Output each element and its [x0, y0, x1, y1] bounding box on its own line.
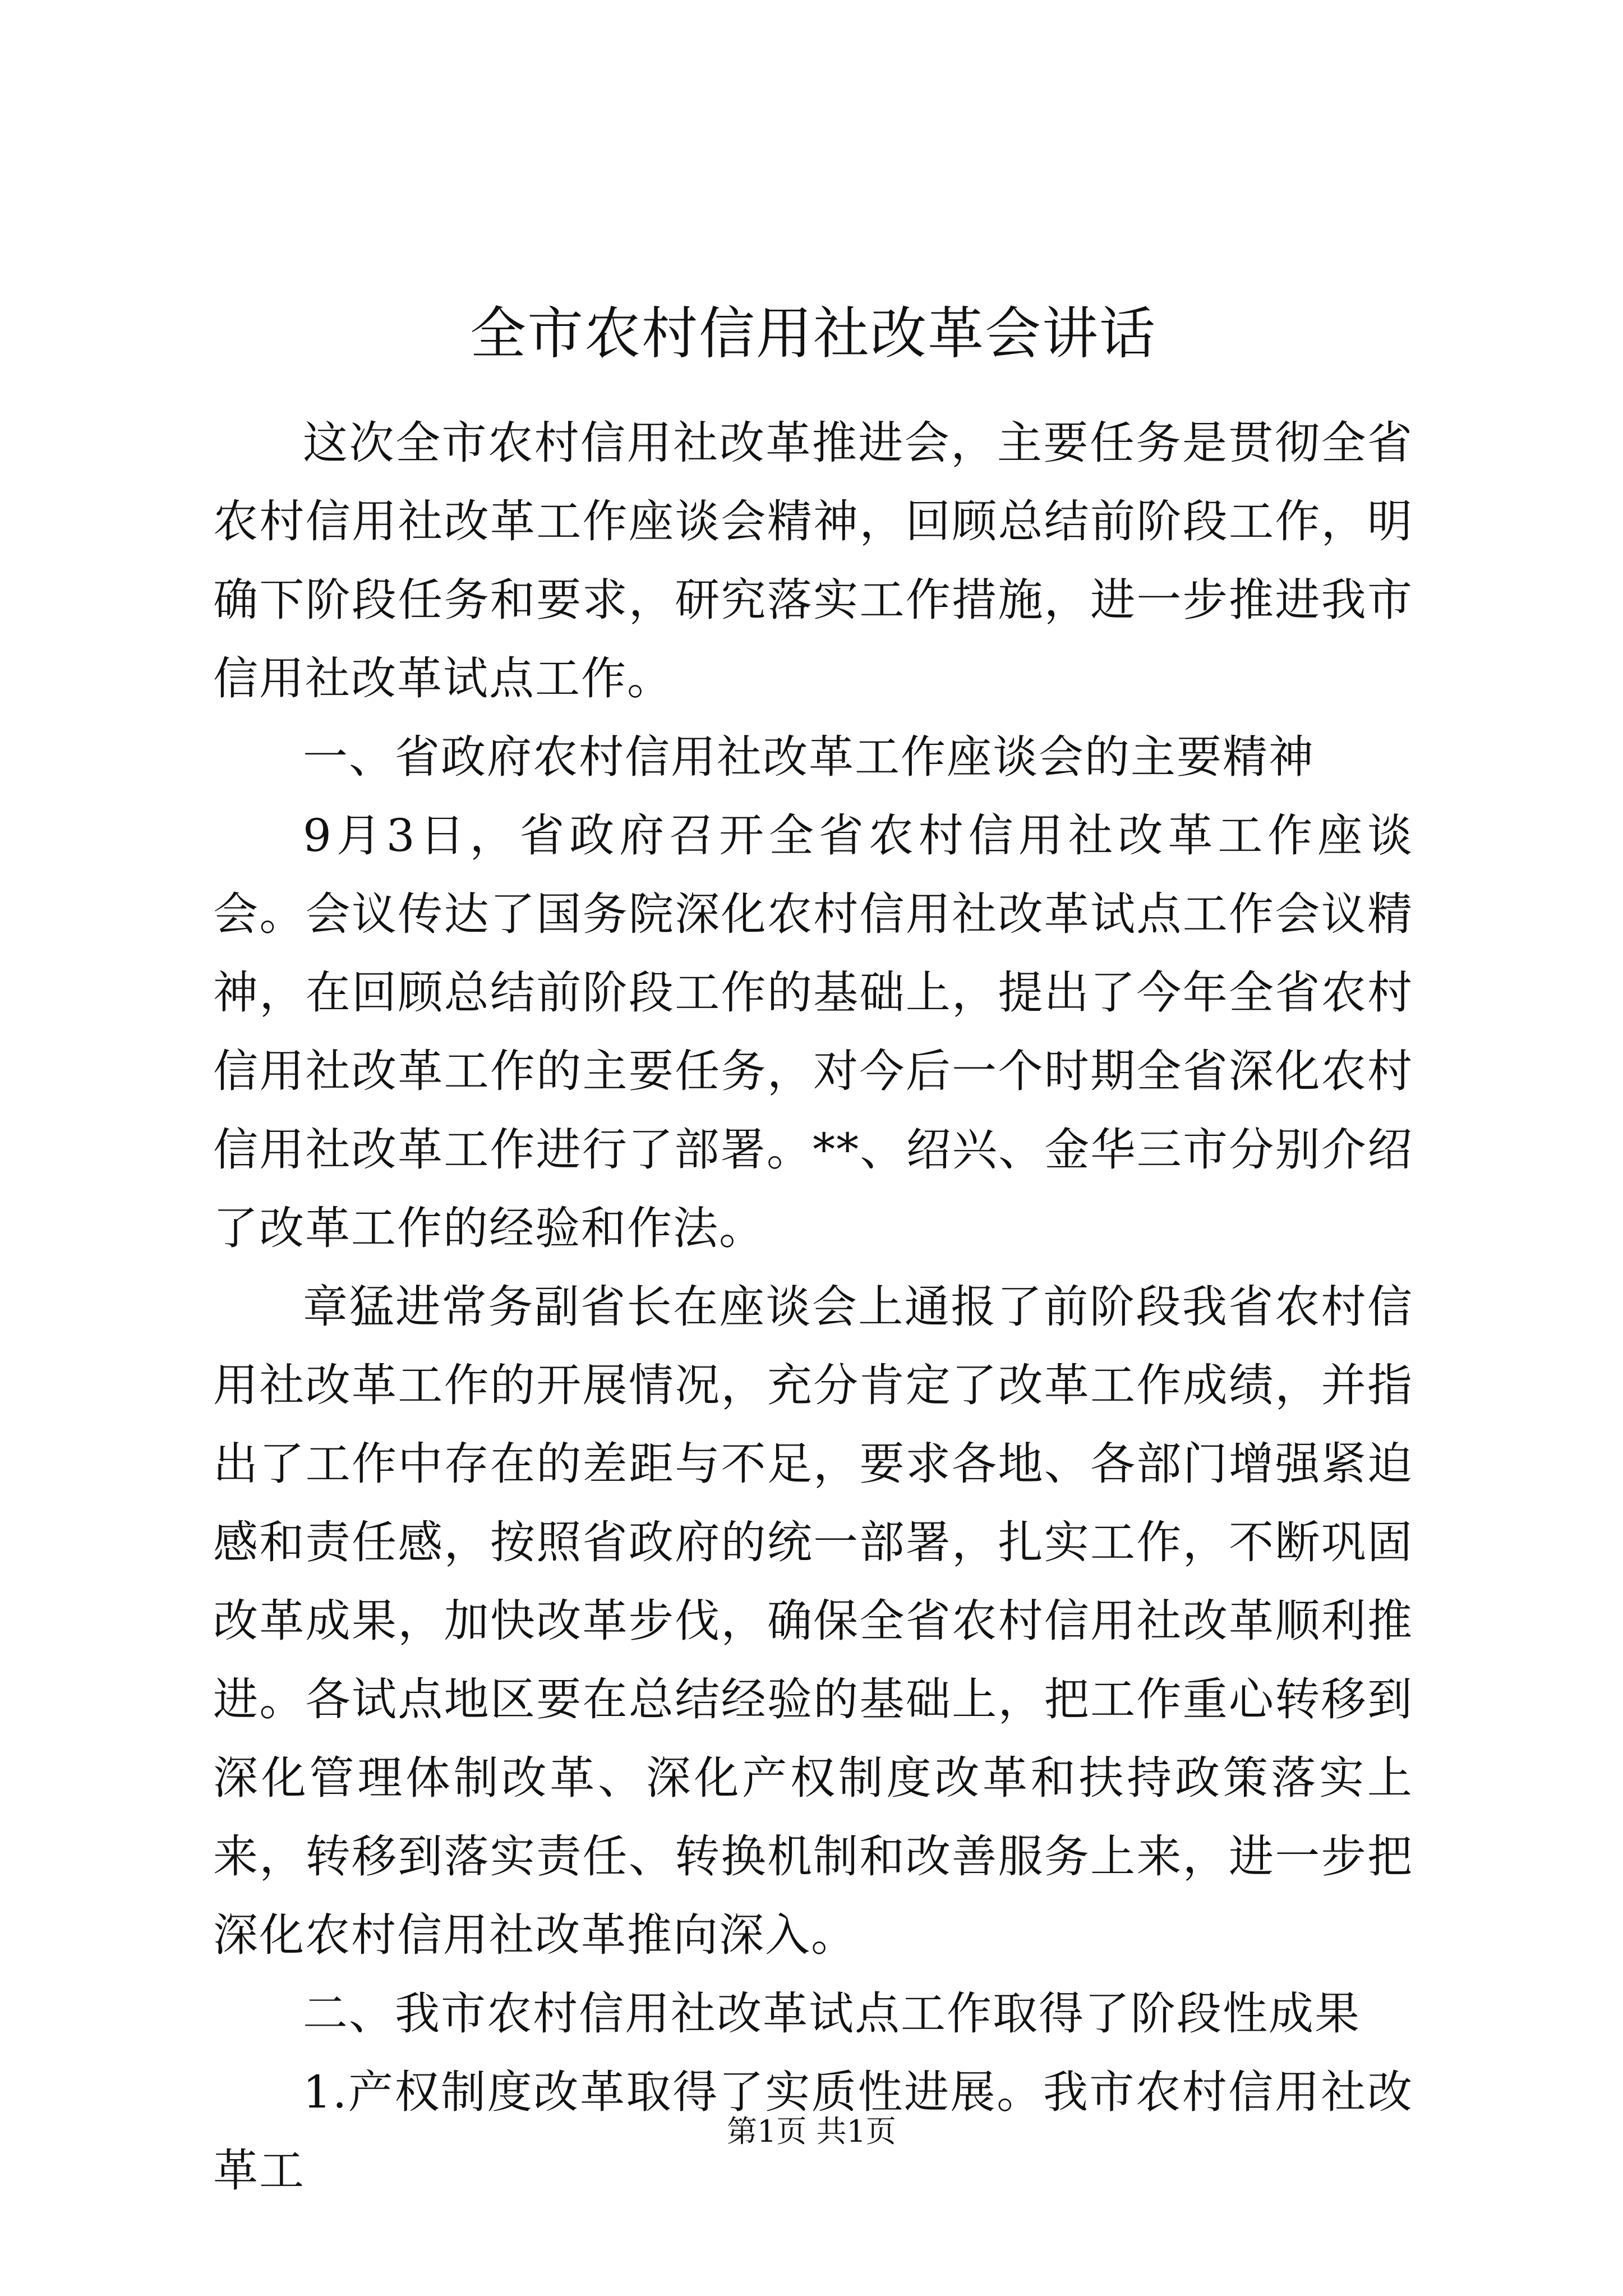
section-heading-1: 一、省政府农村信用社改革工作座谈会的主要精神: [303, 731, 1315, 783]
body-paragraph-speech: 章猛进常务副省长在座谈会上通报了前阶段我省农村信用社改革工作的开展情况，充分肯定了改革工作成绩，并指出了工作中存在的差距与不足，要求各地、各部门增强紧迫感和责任感，按照省政府的统一部署，扎实工作，不断巩固改革成果，加快改革步伐，确保全省农村信用社改革顺利推进。各试点地区要在总结经验的基础上，把工作重心转移到深化管理体制改革、深化产权制度改革和扶持政策落实上来，转移到落实责任、转换机制和改善服务上来，进一步把深化农村信用社改革推向深入。: [213, 1281, 1413, 1961]
document-title: 全市农村信用社改革会讲话: [470, 301, 1156, 366]
page-footer: 第1页 共1页: [727, 2114, 896, 2149]
section-heading-2: 二、我市农村信用社改革试点工作取得了阶段性成果: [303, 1987, 1361, 2040]
document-body: [213, 280, 1413, 2210]
intro-paragraph: 这次全市农村信用社改革推进会，主要任务是贯彻全省农村信用社改革工作座谈会精神，回顾总结前阶段工作，明确下阶段任务和要求，研究落实工作措施，进一步推进我市信用社改革试点工作。: [213, 417, 1413, 705]
body-paragraph-progress: 1.产权制度改革取得了实质性进展。我市农村信用社改革工: [213, 2066, 1413, 2197]
body-paragraph-meeting: 9月3日，省政府召开全省农村信用社改革工作座谈会。会议传达了国务院深化农村信用社改革试点工作会议精神，在回顾总结前阶段工作的基础上，提出了今年全省农村信用社改革工作的主要任务，对今后一个时期全省深化农村信用社改革工作进行了部署。**、绍兴、金华三市分别介绍了改革工作的经验和作法。: [213, 809, 1413, 1254]
